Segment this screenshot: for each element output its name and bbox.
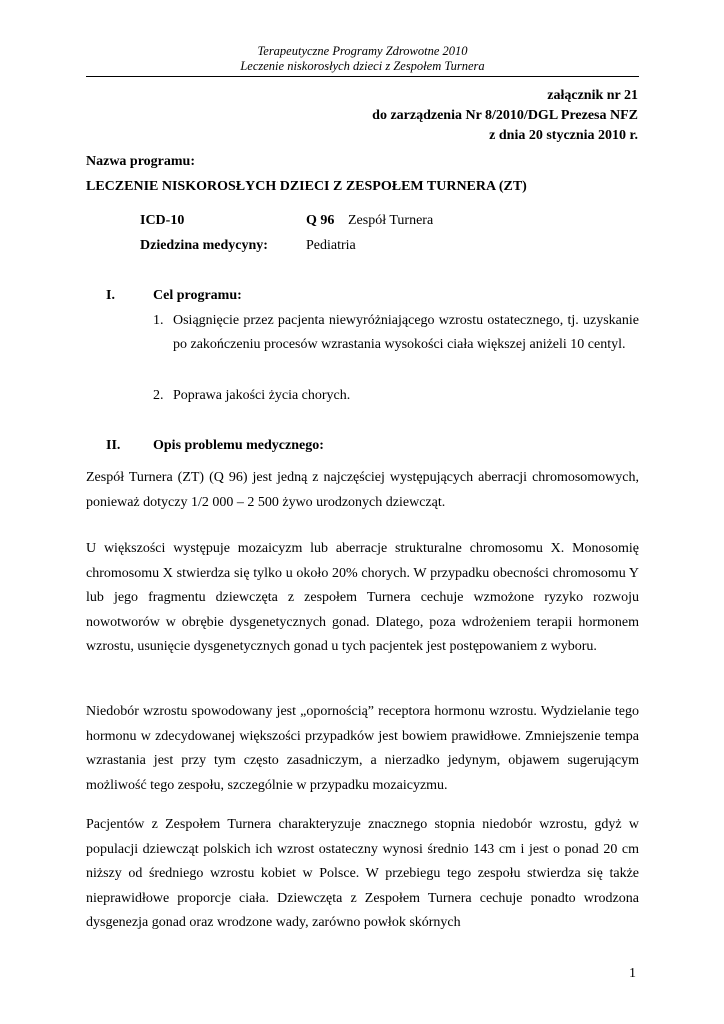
section-1-numeral: I. [106, 288, 115, 303]
list-item [153, 309, 639, 381]
icd-label: ICD-10 [140, 213, 185, 228]
list-item-number: 2. [153, 388, 164, 403]
icd-code: Q 96 [306, 213, 335, 228]
section-2-title: Opis problemu medycznego: [153, 438, 324, 453]
paragraph: U większości występuje mozaicyzm lub aberracje strukturalne chromosomu X. Monosomię chromosomu X stwierdza się tylko u około 20% chorych. W przypadku obecności chromosomu Y lub jego fragmentu dziewczęta z zespołem Turnera cechuje wzmożone ryzyko rozwoju nowotworów w obrębie dysgenetycznych gonad. Dlatego, poza wdrożeniem terapii hormonem wzrostu, usunięcie dysgenetycznych gonad u tych pacjentek jest postępowaniem z wyboru. [86, 541, 639, 655]
field-value: Pediatria [306, 238, 356, 253]
running-header [86, 44, 639, 74]
list-item-number: 1. [153, 313, 164, 328]
annex-line-1: załącznik nr 21 [547, 88, 638, 103]
annex-line-3: z dnia 20 stycznia 2010 r. [489, 128, 638, 143]
header-line-2: Leczenie niskorosłych dzieci z Zespołem Turnera [240, 59, 485, 73]
paragraph: Niedobór wzrostu spowodowany jest „opornością” receptora hormonu wzrostu. Wydzielanie tego hormonu w zdecydowanej większości przypadków jest bowiem prawidłowe. Zmniejszenie tempa wzrastania jest przy tym często zasadniczym, a nierzadko jedynym, objawem sugerującym możliwość tego zespołu, szczególnie w przypadku mozaicyzmu. [86, 704, 639, 793]
paragraph: Zespół Turnera (ZT) (Q 96) jest jedną z najczęściej występujących aberracji chromosomowych, ponieważ dotyczy 1/2 000 – 2 500 żywo urodzonych dziewcząt. [86, 470, 639, 510]
list-item [153, 384, 639, 408]
program-name: LECZENIE NISKOROSŁYCH DZIECI Z ZESPOŁEM TURNERA (ZT) [86, 179, 527, 194]
section-2-numeral: II. [106, 438, 121, 453]
list-item-text: Poprawa jakości życia chorych. [173, 388, 351, 403]
annex-line-2: do zarządzenia Nr 8/2010/DGL Prezesa NFZ [372, 108, 638, 123]
program-name-label: Nazwa programu: [86, 154, 196, 169]
paragraph: Pacjentów z Zespołem Turnera charakteryzuje znacznego stopnia niedobór wzrostu, gdyż w populacji dziewcząt polskich ich wzrost ostateczny wynosi średnio 143 cm i jest o ponad 20 cm niższy od średniego wzrostu kobiet w Polsce. W przebiegu tego zespołu stwierdza się także nieprawidłowe proporcje ciała. Dziewczęta z Zespołem Turnera cechuje ponadto wrodzona dysgenezja gonad oraz wrodzone wady, zarówno powłok skórnych [86, 817, 639, 931]
annex-block [372, 86, 638, 146]
header-rule [86, 76, 639, 77]
page-number: 1 [629, 966, 636, 981]
header-line-1: Terapeutyczne Programy Zdrowotne 2010 [257, 44, 468, 58]
list-item-text: Osiągnięcie przez pacjenta niewyróżniającego wzrostu ostatecznego, tj. uzyskanie po zakończeniu procesów wzrastania wysokości ciała większej aniżeli 10 centyl. [173, 313, 639, 352]
section-1-title: Cel programu: [153, 288, 242, 303]
field-label: Dziedzina medycyny: [140, 238, 268, 253]
icd-description: Zespół Turnera [348, 213, 434, 228]
